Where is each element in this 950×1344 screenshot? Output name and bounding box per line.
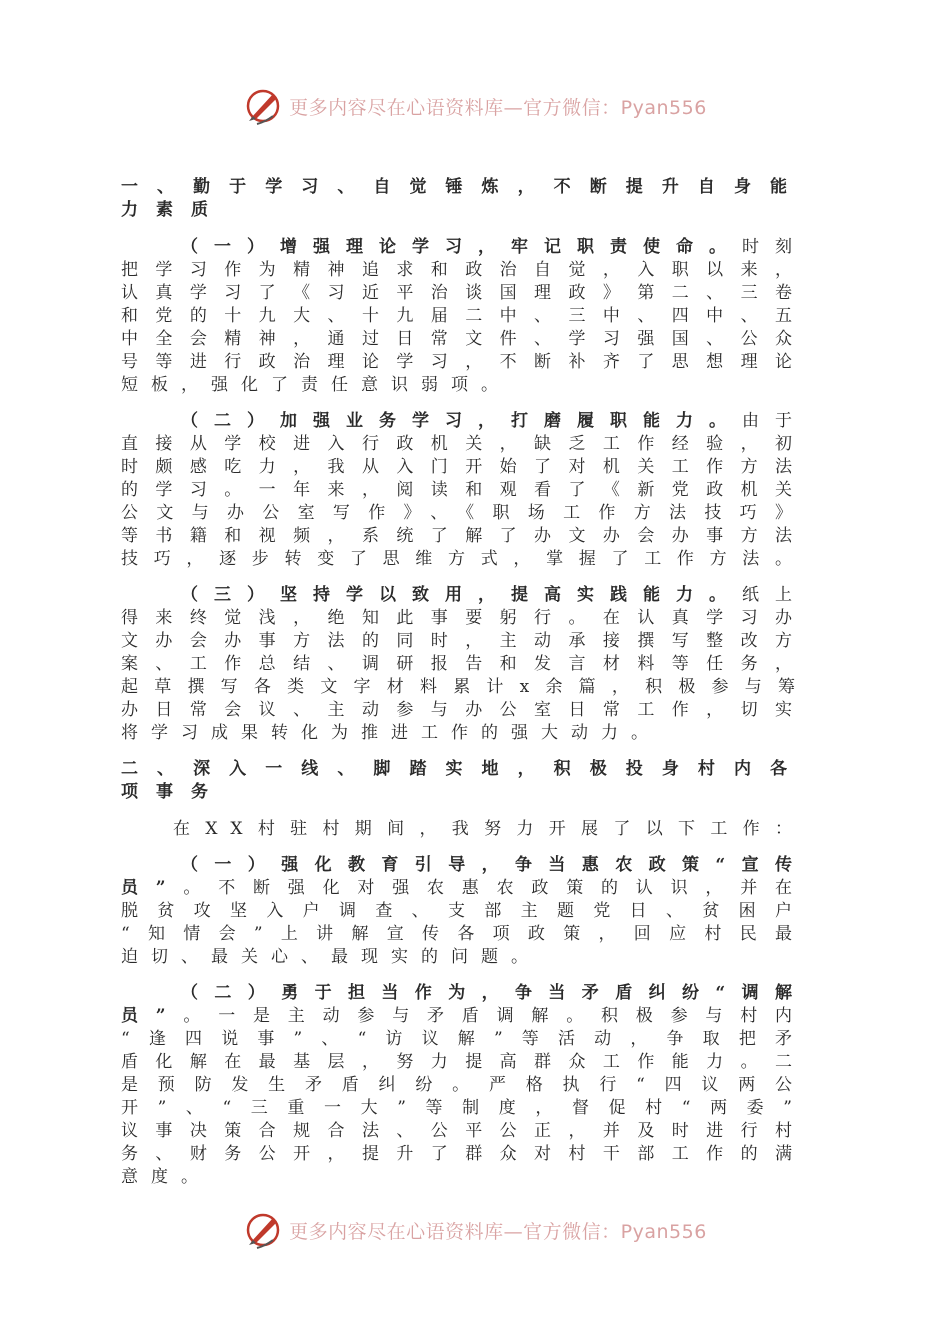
- para-line: 认真学习了《习近平治谈国理政》第二、三卷: [121, 283, 805, 303]
- section-heading-1: [121, 176, 805, 222]
- para-line: 办日常会议、主动参与办公室日常工作，切实: [121, 700, 805, 720]
- para-line: 文办会办事方法的同时，主动承接撰写整改方: [121, 631, 805, 651]
- para-line: 短板，强化了责任意识弱项。: [121, 375, 511, 395]
- para-line: [121, 584, 805, 607]
- heading-line: 项事务: [121, 782, 226, 802]
- para-line: [121, 982, 805, 1005]
- para-line: 开”、“三重一大”等制度，督促村“两委”: [121, 1098, 805, 1118]
- footer-banner: [0, 1206, 950, 1254]
- para-line: 直接从学校进入行政机关，缺乏工作经验，初: [121, 434, 805, 454]
- para-line: 盾化解在最基层，努力提高群众工作能力。二: [121, 1052, 805, 1072]
- paragraph-1: [121, 236, 805, 397]
- banner-text-cn: 更多内容尽在心语资料库—官方微信：: [289, 96, 621, 119]
- para-line: 技巧，逐步转变了思维方式，掌握了工作方法。: [121, 549, 805, 569]
- heading-line: 一、勤于学习、自觉锤炼，不断提升自身能: [121, 177, 805, 197]
- para-line: 等书籍和视频，系统了解了办文办会办事方法: [121, 526, 805, 546]
- para-text: 时刻: [742, 237, 805, 257]
- para-lead: （三）坚持学以致用，提高实践能力。: [181, 585, 742, 605]
- para-lead: 员”: [121, 878, 179, 898]
- para-line: [121, 1005, 805, 1028]
- para-text: 由于: [742, 411, 805, 431]
- para-line: 得来终觉浅，绝知此事要躬行。在认真学习办: [121, 608, 805, 628]
- para-lead: （二）加强业务学习，打磨履职能力。: [181, 411, 742, 431]
- para-line: 议事决策合规合法、公平公正，并及时进行村: [121, 1121, 805, 1141]
- para-line: 迫切、最关心、最现实的问题。: [121, 947, 541, 967]
- para-line: 脱贫攻坚入户调查、支部主题党日、贫困户: [121, 901, 805, 921]
- header-banner: [0, 82, 950, 130]
- para-lead: 员”: [121, 1006, 179, 1026]
- para-line: 公文与办公室写作》、《职场工作方法技巧》: [121, 503, 805, 523]
- para-line: 起草撰写各类文字材料累计x余篇，积极参与筹: [121, 677, 805, 697]
- para-lead: （一）增强理论学习，牢记职责使命。: [181, 237, 742, 257]
- banner-text: [289, 1217, 707, 1244]
- heading-line: 二、深入一线、脚踏实地，积极投身村内各: [121, 759, 805, 779]
- section-heading-2: [121, 758, 805, 804]
- paragraph-4: [121, 818, 805, 841]
- para-line: [121, 236, 805, 259]
- para-text: 。不断强化对强农惠农政策的认识，并在: [178, 878, 806, 898]
- para-line: 意度。: [121, 1167, 211, 1187]
- para-text: 。一是主动参与矛盾调解。积极参与村内: [178, 1006, 806, 1026]
- banner-wechat-id: Pyan556: [620, 96, 707, 119]
- para-line: 号等进行政治理论学习，不断补齐了思想理论: [121, 352, 805, 372]
- para-line: “逢四说事”、“访议解”等活动，争取把矛: [121, 1029, 805, 1049]
- banner-text-cn: 更多内容尽在心语资料库—官方微信：: [289, 1220, 621, 1243]
- paragraph-6: [121, 982, 805, 1189]
- paragraph-2: [121, 410, 805, 571]
- para-line: “知情会”上讲解宣传各项政策，回应村民最: [121, 924, 805, 944]
- para-line: 在XX村驻村期间，我努力开展了以下工作：: [173, 819, 805, 839]
- para-line: 将学习成果转化为推进工作的强大动力。: [121, 723, 661, 743]
- para-line: 的学习。一年来，阅读和观看了《新党政机关: [121, 480, 805, 500]
- banner-text: [289, 93, 707, 120]
- para-line: [121, 854, 805, 877]
- heading-line: 力素质: [121, 200, 226, 220]
- para-line: 案、工作总结、调研报告和发言材料等任务，: [121, 654, 805, 674]
- para-line: 和党的十九大、十九届二中、三中、四中、五: [121, 306, 805, 326]
- para-line: 中全会精神，通过日常文件、学习强国、公众: [121, 329, 805, 349]
- document-body: [121, 168, 805, 1202]
- paragraph-3: [121, 584, 805, 745]
- banner-wechat-id: Pyan556: [620, 1220, 707, 1243]
- para-line: 把学习作为精神追求和政治自觉，入职以来，: [121, 260, 805, 280]
- paragraph-5: [121, 854, 805, 969]
- para-line: 是预防发生矛盾纠纷。严格执行“四议两公: [121, 1075, 805, 1095]
- para-lead: （二）勇于担当作为，争当矛盾纠纷“调解: [181, 983, 805, 1003]
- para-line: 时颇感吃力，我从入门开始了对机关工作方法: [121, 457, 805, 477]
- pen-logo-icon: [243, 1210, 283, 1250]
- para-line: [121, 877, 805, 900]
- para-line: [121, 410, 805, 433]
- para-lead: （一）强化教育引导，争当惠农政策“宣传: [181, 855, 805, 875]
- para-text: 纸上: [742, 585, 805, 605]
- para-line: 务、财务公开，提升了群众对村干部工作的满: [121, 1144, 805, 1164]
- pen-logo-icon: [243, 86, 283, 126]
